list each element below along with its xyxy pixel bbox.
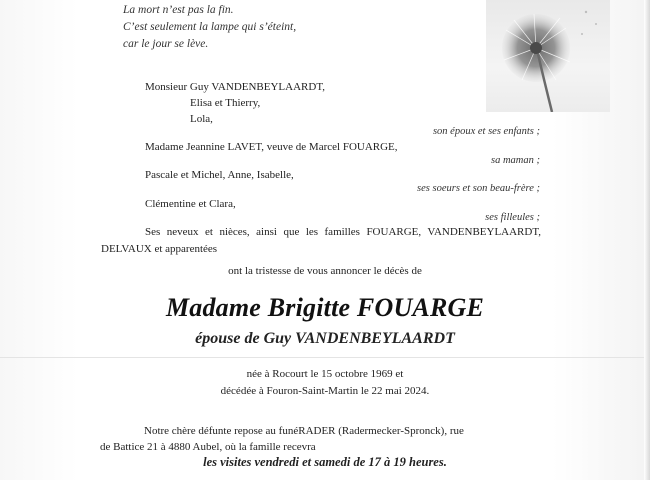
note-goddaughters: ses filleules ;	[485, 212, 540, 223]
family-goddaughters: Clémentine et Clara,	[145, 198, 236, 210]
poem-line-3: car le jour se lève.	[123, 38, 209, 50]
poem-line-2: C’est seulement la lampe qui s’éteint,	[123, 21, 297, 33]
repose-info	[100, 423, 540, 455]
family-relatives: Ses neveux et nièces, ainsi que les familles FOUARGE, VANDENBEYLAARDT, DELVAUX et apparentées	[101, 226, 541, 255]
death-line: décédée à Fouron-Saint-Martin le 22 mai 2024.	[220, 385, 430, 397]
visiting-hours: les visites vendredi et samedi de 17 à 19 heures.	[203, 455, 447, 469]
family-grandchild: Lola,	[190, 113, 213, 125]
family-mother: Madame Jeannine LAVET, veuve de Marcel FOUARGE,	[145, 141, 398, 153]
note-spouse-children: son époux et ses enfants ;	[432, 126, 540, 137]
repose-line-1: Notre chère défunte repose au funéRADER (Radermecker-Spronck), rue	[144, 425, 464, 437]
deceased-name: Madame Brigitte FOUARGE	[165, 293, 485, 322]
birth-line: née à Rocourt le 15 octobre 1969 et	[246, 368, 404, 380]
family-husband: Monsieur Guy VANDENBEYLAARDT,	[145, 81, 325, 93]
family-children: Elisa et Thierry,	[190, 97, 261, 109]
note-siblings: ses soeurs et son beau-frère ;	[417, 183, 540, 194]
fold-line	[0, 357, 650, 358]
family-siblings: Pascale et Michel, Anne, Isabelle,	[145, 169, 294, 181]
announcement-text: ont la tristesse de vous annoncer le décès de	[228, 265, 422, 277]
poem-line-1: La mort n’est pas la fin.	[123, 4, 234, 16]
deceased-spouse: épouse de Guy VANDENBEYLAARDT	[195, 330, 455, 347]
birth-death-dates	[0, 366, 650, 400]
poem	[123, 2, 296, 53]
note-mother: sa maman ;	[491, 155, 540, 166]
repose-line-2: de Battice 21 à 4880 Aubel, où la famille recevra	[100, 441, 316, 453]
page-edge	[644, 0, 650, 480]
